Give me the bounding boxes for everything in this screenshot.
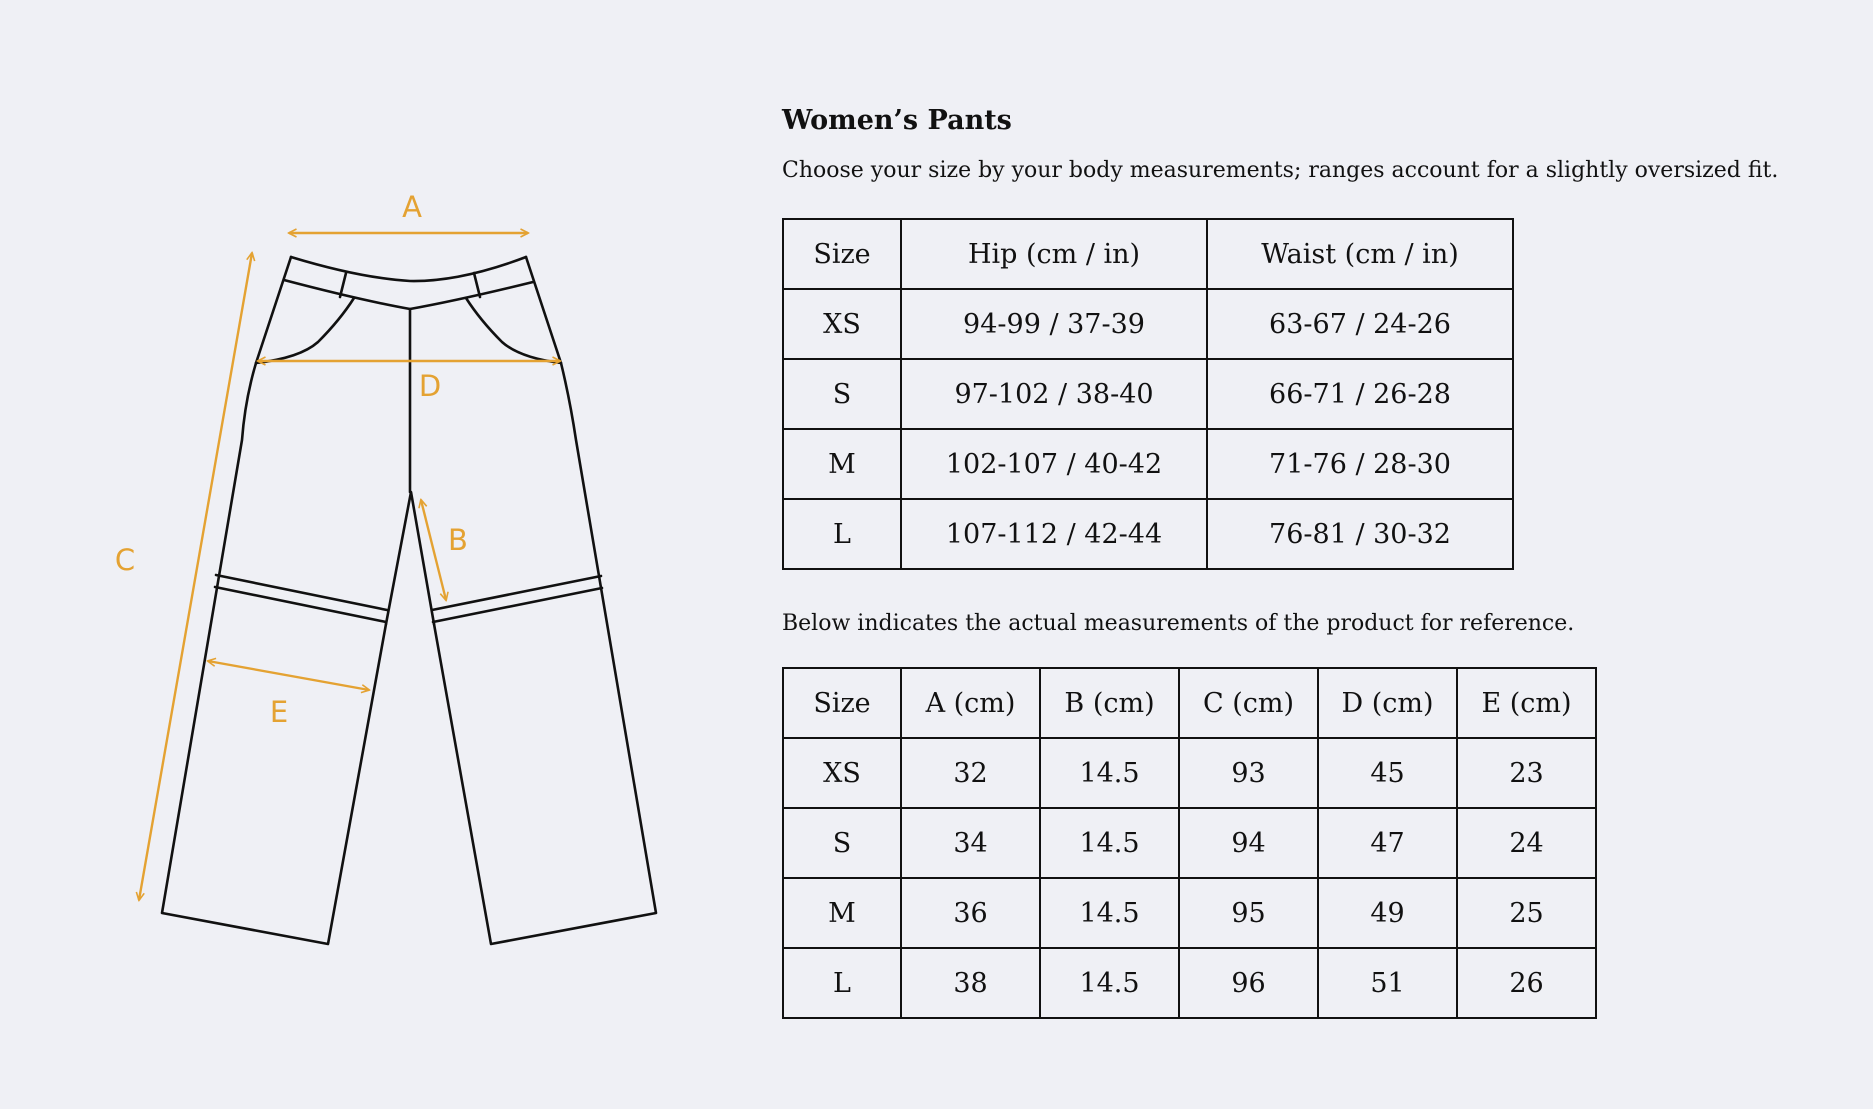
label-e: E — [269, 695, 289, 729]
table-row — [783, 738, 1596, 808]
header-cell: Hip (cm / in) — [901, 219, 1207, 289]
header-cell: Size — [783, 668, 901, 738]
table-cell: 94 — [1179, 808, 1318, 878]
measure-arrow-c — [139, 253, 252, 900]
reference-note: Below indicates the actual measurements of the product for reference. — [782, 611, 1575, 636]
table-cell: 94-99 / 37-39 — [901, 289, 1207, 359]
table-header-row — [783, 219, 1513, 289]
table-row — [783, 878, 1596, 948]
table-cell: 45 — [1318, 738, 1457, 808]
table-cell: 107-112 / 42-44 — [901, 499, 1207, 569]
table-cell: 51 — [1318, 948, 1457, 1018]
table-cell: 102-107 / 40-42 — [901, 429, 1207, 499]
label-b: B — [448, 523, 468, 557]
header-cell: Waist (cm / in) — [1207, 219, 1513, 289]
subtitle: Choose your size by your body measurements; ranges account for a slightly oversized fit. — [782, 158, 1779, 183]
table-cell: 93 — [1179, 738, 1318, 808]
header-cell: C (cm) — [1179, 668, 1318, 738]
table-cell: 97-102 / 38-40 — [901, 359, 1207, 429]
table-row — [783, 948, 1596, 1018]
product-measurement-table — [782, 667, 1597, 1019]
header-cell: E (cm) — [1457, 668, 1596, 738]
table-cell: 32 — [901, 738, 1040, 808]
header-cell: A (cm) — [901, 668, 1040, 738]
header-cell: B (cm) — [1040, 668, 1179, 738]
table-cell: 26 — [1457, 948, 1596, 1018]
measurement-arrows — [139, 233, 560, 900]
label-d: D — [418, 369, 442, 403]
table-cell: 34 — [901, 808, 1040, 878]
table-cell: L — [783, 499, 901, 569]
table-cell: 23 — [1457, 738, 1596, 808]
header-cell: D (cm) — [1318, 668, 1457, 738]
table-cell: 49 — [1318, 878, 1457, 948]
table-cell: 36 — [901, 878, 1040, 948]
table-cell: 24 — [1457, 808, 1596, 878]
page-title: Women’s Pants — [782, 105, 1012, 136]
table-cell: M — [783, 878, 901, 948]
body-size-table — [782, 218, 1514, 570]
table-cell: 14.5 — [1040, 948, 1179, 1018]
label-c: C — [114, 543, 136, 577]
table-cell: 14.5 — [1040, 878, 1179, 948]
table-cell: 71-76 / 28-30 — [1207, 429, 1513, 499]
table-row — [783, 429, 1513, 499]
measure-arrow-b — [421, 500, 446, 600]
table-cell: S — [783, 359, 901, 429]
table-cell: 76-81 / 30-32 — [1207, 499, 1513, 569]
table-row — [783, 499, 1513, 569]
header-cell: Size — [783, 219, 901, 289]
table-cell: M — [783, 429, 901, 499]
table-cell: 66-71 / 26-28 — [1207, 359, 1513, 429]
table-cell: S — [783, 808, 901, 878]
measure-arrow-e — [208, 661, 369, 690]
table-header-row — [783, 668, 1596, 738]
table-row — [783, 359, 1513, 429]
table-cell: 95 — [1179, 878, 1318, 948]
table-cell: XS — [783, 738, 901, 808]
table-cell: XS — [783, 289, 901, 359]
table-cell: 25 — [1457, 878, 1596, 948]
table-cell: 14.5 — [1040, 808, 1179, 878]
label-a: A — [402, 190, 422, 224]
table-cell: 38 — [901, 948, 1040, 1018]
table-cell: L — [783, 948, 901, 1018]
table-cell: 47 — [1318, 808, 1457, 878]
table-cell: 63-67 / 24-26 — [1207, 289, 1513, 359]
pants-diagram — [0, 0, 760, 1109]
table-row — [783, 289, 1513, 359]
table-cell: 14.5 — [1040, 738, 1179, 808]
table-cell: 96 — [1179, 948, 1318, 1018]
table-row — [783, 808, 1596, 878]
